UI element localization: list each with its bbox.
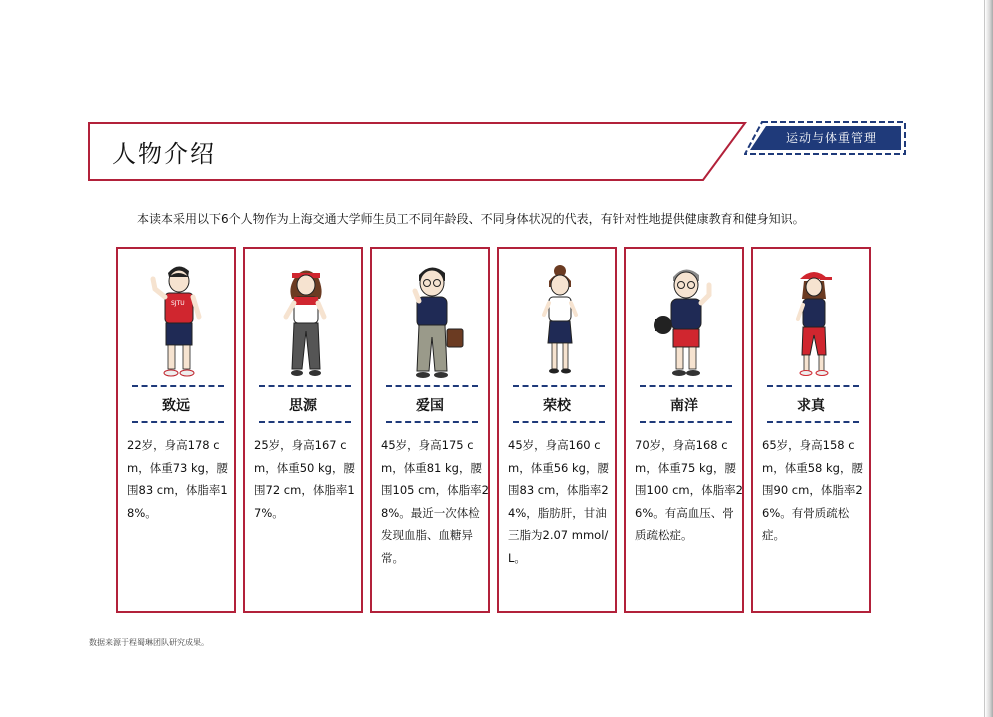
- person-siyuan-illustration: [270, 259, 340, 385]
- person-zhiyuan-illustration: [143, 259, 213, 385]
- character-name: 思源: [289, 398, 317, 414]
- character-description: 45岁，身高175 cm，体重81 kg，腰围105 cm，体脂率28%。最近一次体检发现血脂、血糖异常。: [381, 438, 489, 565]
- character-description: 45岁，身高160 cm，体重56 kg，腰围83 cm，体脂率24%，脂肪肝，甘油三脂为2.07 mmol/L。: [508, 438, 609, 565]
- character-card: [370, 247, 490, 613]
- character-description: 65岁，身高158 cm，体重58 kg，腰围90 cm，体脂率26%。有骨质疏松症。: [762, 438, 863, 542]
- character-name: 求真: [797, 398, 825, 414]
- person-nanyang-illustration: [651, 259, 721, 385]
- divider-top: [132, 385, 224, 387]
- divider-bottom: [259, 421, 351, 423]
- divider-top: [259, 385, 351, 387]
- character-description: 25岁，身高167 cm，体重50 kg，腰围72 cm，体脂率17%。: [254, 438, 355, 520]
- character-name: 爱国: [416, 398, 444, 414]
- character-card: [243, 247, 363, 613]
- character-card: [116, 247, 236, 613]
- character-card: [751, 247, 871, 613]
- topic-tag-label: 运动与体重管理: [786, 131, 878, 145]
- divider-bottom: [132, 421, 224, 423]
- person-aiguo-illustration: [397, 259, 467, 385]
- page-edge-shadow: [985, 0, 993, 717]
- divider-bottom: [767, 421, 859, 423]
- source-footnote: 数据来源于程蜀琳团队研究成果。: [89, 638, 209, 647]
- person-qiuzhen-illustration: [778, 259, 848, 385]
- person-rongxiao-illustration: [524, 259, 594, 385]
- topic-tag: [744, 121, 906, 155]
- page-title: 人物介绍: [112, 140, 216, 168]
- divider-bottom: [386, 421, 478, 423]
- character-name: 致远: [162, 398, 190, 414]
- svg-text:SJTU: SJTU: [171, 300, 185, 307]
- divider-top: [386, 385, 478, 387]
- character-description: 70岁，身高168 cm，体重75 kg，腰围100 cm，体脂率26%。有高血压、骨质疏松症。: [635, 438, 743, 542]
- section-title-box: [88, 122, 748, 182]
- divider-top: [513, 385, 605, 387]
- divider-bottom: [640, 421, 732, 423]
- character-name: 荣校: [543, 398, 571, 414]
- character-card: [624, 247, 744, 613]
- divider-bottom: [513, 421, 605, 423]
- character-description: 22岁，身高178 cm，体重73 kg，腰围83 cm，体脂率18%。: [127, 438, 228, 520]
- intro-paragraph: 本读本采用以下6个人物作为上海交通大学师生员工不同年龄段、不同身体状况的代表，有针对性地提供健康教育和健身知识。: [137, 212, 805, 226]
- character-card: [497, 247, 617, 613]
- divider-top: [640, 385, 732, 387]
- divider-top: [767, 385, 859, 387]
- character-name: 南洋: [670, 398, 698, 414]
